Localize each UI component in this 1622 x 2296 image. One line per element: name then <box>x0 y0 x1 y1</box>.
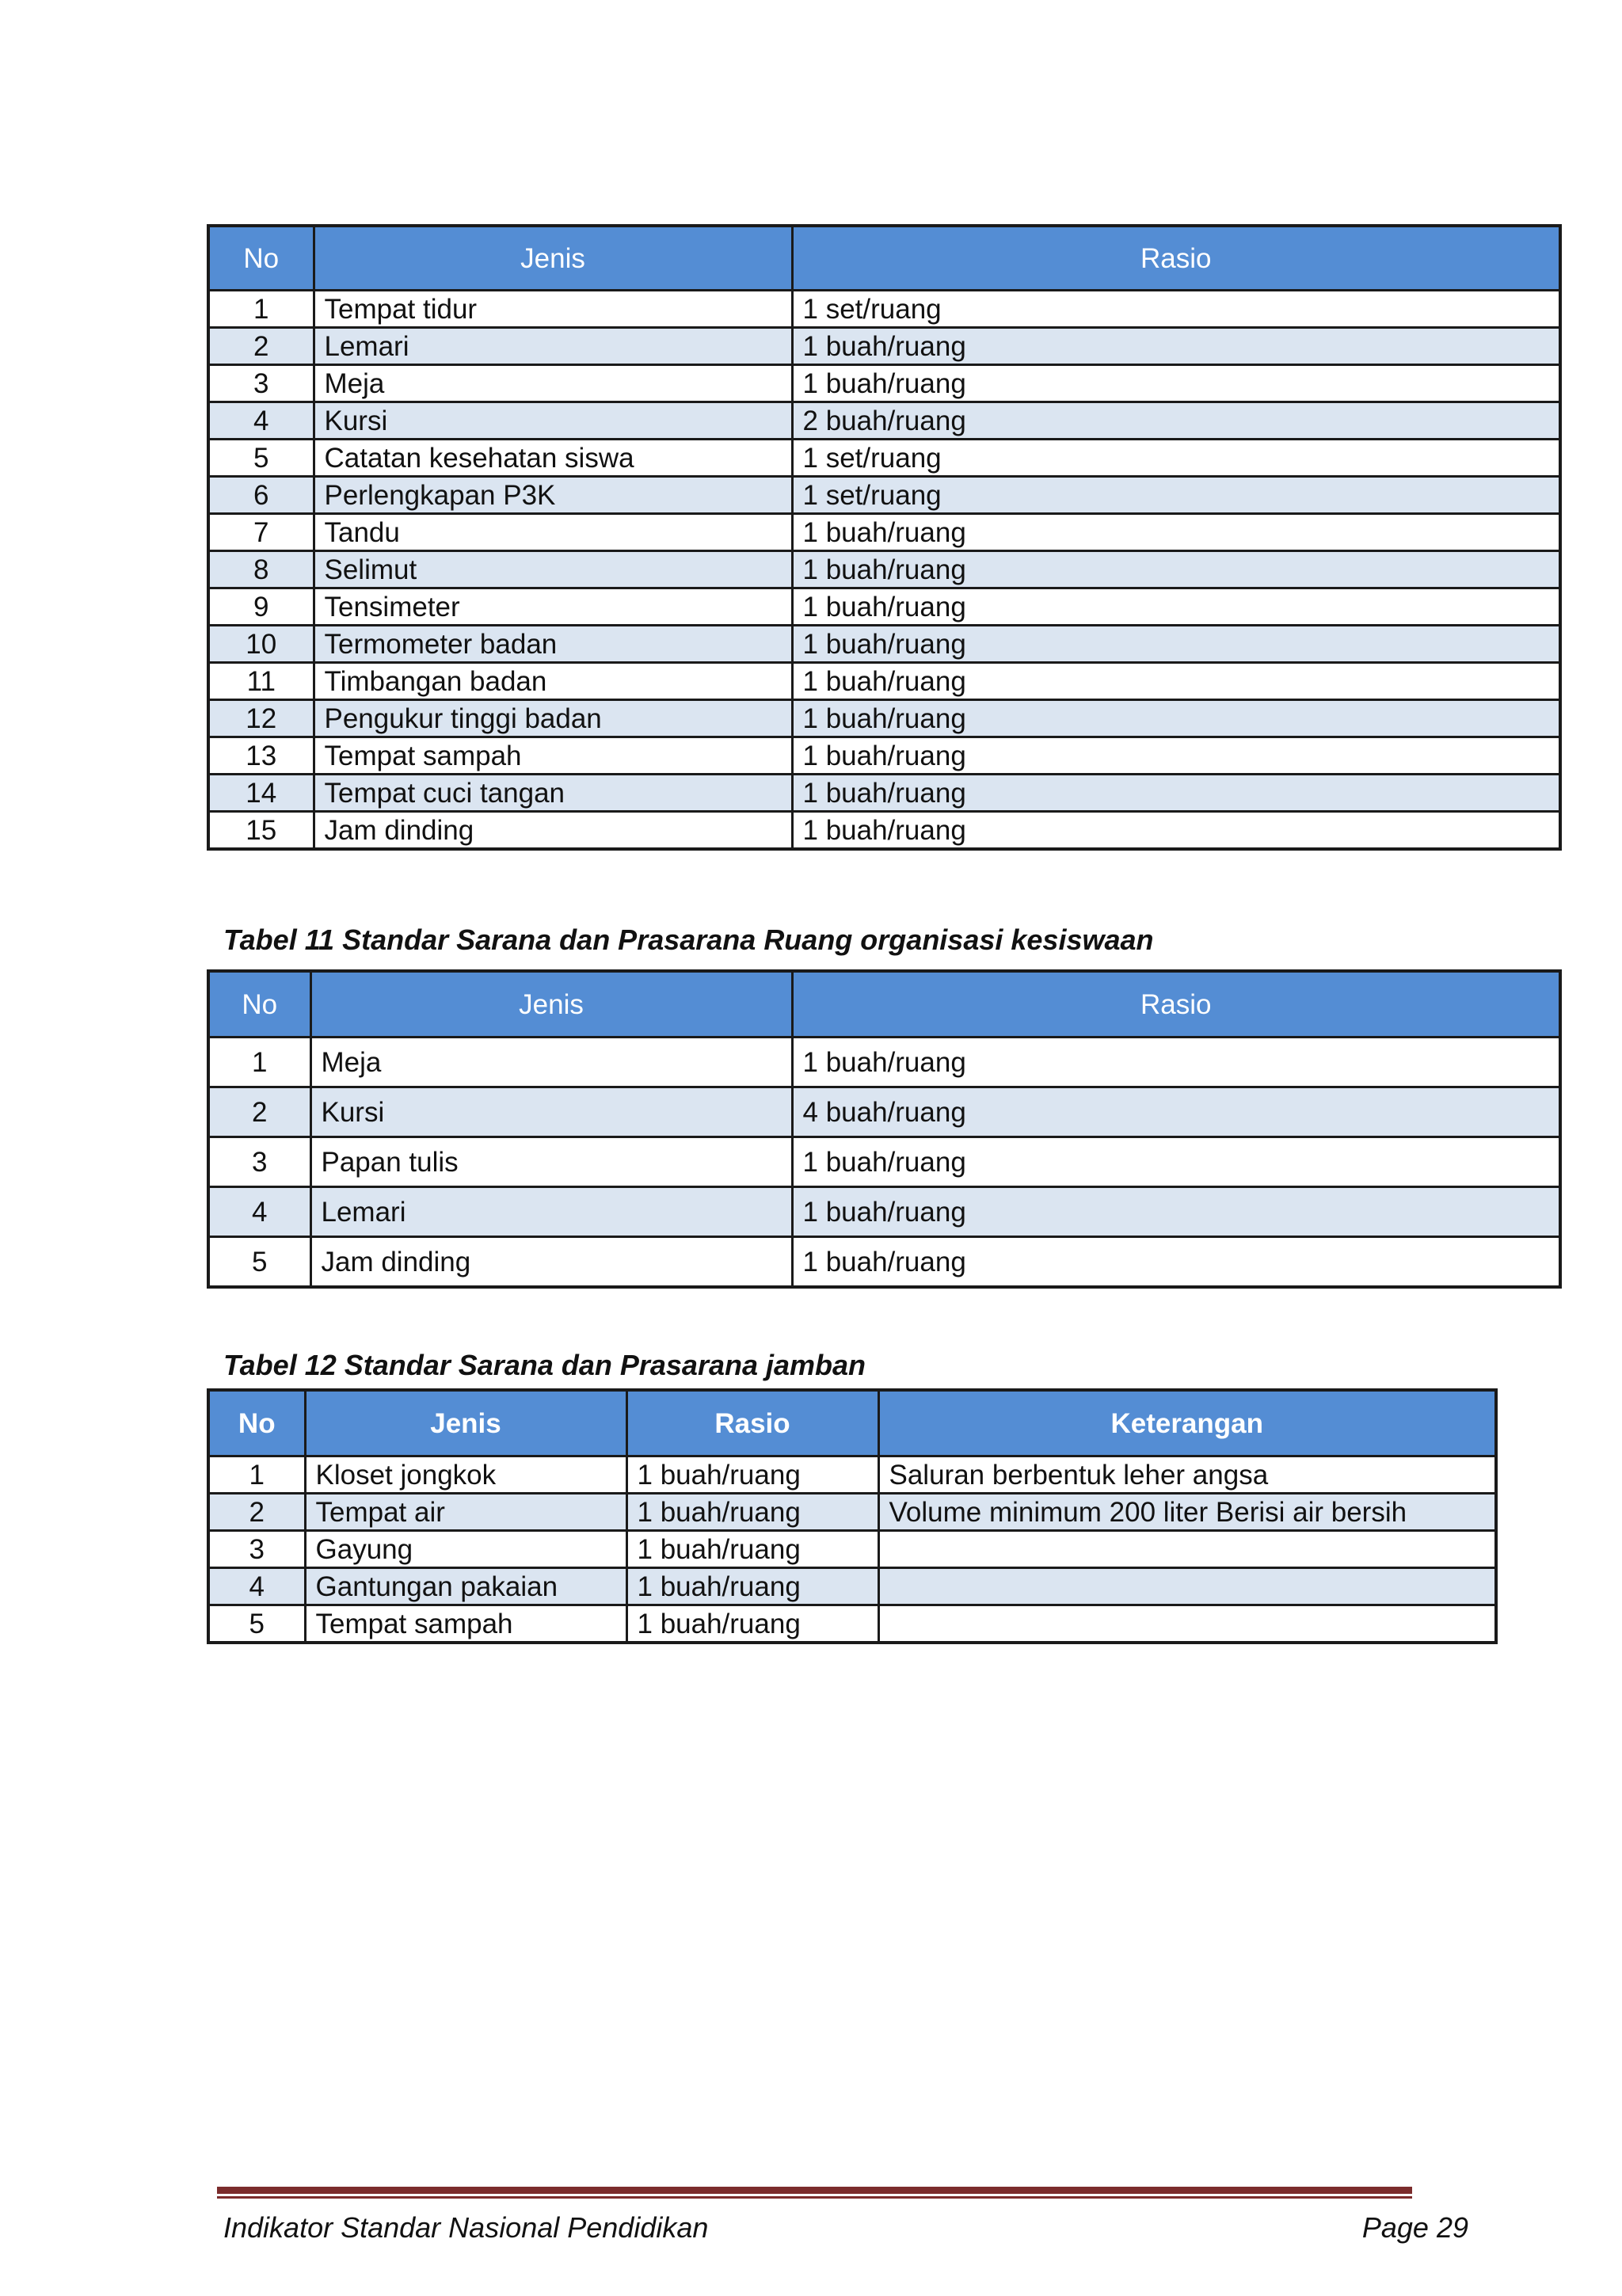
page-number: Page 29 <box>1361 2211 1468 2244</box>
cell-rasio: 1 buah/ruang <box>792 328 1560 365</box>
cell-rasio: 1 buah/ruang <box>792 775 1560 812</box>
ruang-organisasi-kesiswaan-table <box>207 969 1562 1289</box>
cell-keterangan: Saluran berbentuk leher angsa <box>878 1456 1496 1494</box>
table-row <box>208 775 1560 812</box>
cell-rasio: 1 buah/ruang <box>792 812 1560 850</box>
cell-jenis: Tempat air <box>305 1494 626 1531</box>
jamban-table <box>207 1388 1498 1644</box>
header-no: No <box>208 226 314 291</box>
cell-jenis: Gantungan pakaian <box>305 1568 626 1605</box>
header-rasio: Rasio <box>792 971 1560 1038</box>
cell-rasio: 1 set/ruang <box>792 440 1560 477</box>
table-row <box>208 402 1560 440</box>
cell-no: 5 <box>208 1237 310 1288</box>
table-row <box>208 365 1560 402</box>
table-row <box>208 551 1560 588</box>
cell-jenis: Kursi <box>314 402 792 440</box>
table-row <box>208 588 1560 626</box>
cell-keterangan: Volume minimum 200 liter Berisi air bersih <box>878 1494 1496 1531</box>
header-no: No <box>208 971 310 1038</box>
cell-no: 4 <box>208 1187 310 1237</box>
cell-jenis: Catatan kesehatan siswa <box>314 440 792 477</box>
cell-no: 6 <box>208 477 314 514</box>
table-row <box>208 1137 1560 1187</box>
cell-rasio: 4 buah/ruang <box>792 1087 1560 1137</box>
cell-jenis: Gayung <box>305 1531 626 1568</box>
cell-no: 7 <box>208 514 314 551</box>
cell-rasio: 1 buah/ruang <box>792 1038 1560 1087</box>
cell-rasio: 1 buah/ruang <box>792 700 1560 737</box>
cell-rasio: 1 buah/ruang <box>792 588 1560 626</box>
table-row <box>208 1038 1560 1087</box>
cell-jenis: Meja <box>310 1038 792 1087</box>
cell-rasio: 1 buah/ruang <box>792 551 1560 588</box>
cell-no: 4 <box>208 1568 305 1605</box>
table-row <box>208 1237 1560 1288</box>
ruang-uks-table <box>207 224 1562 851</box>
table-header-row <box>208 1390 1496 1456</box>
cell-no: 1 <box>208 1456 305 1494</box>
cell-jenis: Papan tulis <box>310 1137 792 1187</box>
table-row <box>208 812 1560 850</box>
cell-no: 8 <box>208 551 314 588</box>
header-rasio: Rasio <box>792 226 1560 291</box>
cell-jenis: Tempat sampah <box>305 1605 626 1643</box>
cell-rasio: 1 buah/ruang <box>792 1137 1560 1187</box>
cell-jenis: Kursi <box>310 1087 792 1137</box>
footer-rule-thick <box>217 2187 1412 2194</box>
cell-keterangan <box>878 1531 1496 1568</box>
table-header-row <box>208 226 1560 291</box>
cell-no: 2 <box>208 328 314 365</box>
cell-no: 2 <box>208 1087 310 1137</box>
table-row <box>208 737 1560 775</box>
cell-no: 12 <box>208 700 314 737</box>
cell-rasio: 1 buah/ruang <box>792 1237 1560 1288</box>
table-row <box>208 1187 1560 1237</box>
cell-no: 1 <box>208 1038 310 1087</box>
cell-no: 13 <box>208 737 314 775</box>
cell-jenis: Tempat tidur <box>314 291 792 328</box>
cell-rasio: 1 set/ruang <box>792 477 1560 514</box>
cell-no: 2 <box>208 1494 305 1531</box>
cell-keterangan <box>878 1605 1496 1643</box>
cell-rasio: 1 buah/ruang <box>626 1568 878 1605</box>
cell-rasio: 1 buah/ruang <box>792 514 1560 551</box>
cell-jenis: Termometer badan <box>314 626 792 663</box>
header-no: No <box>208 1390 305 1456</box>
cell-jenis: Jam dinding <box>314 812 792 850</box>
cell-no: 5 <box>208 1605 305 1643</box>
cell-jenis: Tempat cuci tangan <box>314 775 792 812</box>
header-keterangan: Keterangan <box>878 1390 1496 1456</box>
header-jenis: Jenis <box>305 1390 626 1456</box>
cell-jenis: Timbangan badan <box>314 663 792 700</box>
cell-rasio: 2 buah/ruang <box>792 402 1560 440</box>
table-row <box>208 700 1560 737</box>
cell-jenis: Tempat sampah <box>314 737 792 775</box>
table-row <box>208 328 1560 365</box>
cell-rasio: 1 buah/ruang <box>792 626 1560 663</box>
cell-no: 9 <box>208 588 314 626</box>
table-row <box>208 663 1560 700</box>
cell-rasio: 1 buah/ruang <box>792 1187 1560 1237</box>
table-row <box>208 477 1560 514</box>
table-12-caption: Tabel 12 Standar Sarana dan Prasarana jamban <box>223 1349 866 1381</box>
cell-rasio: 1 buah/ruang <box>792 663 1560 700</box>
cell-no: 11 <box>208 663 314 700</box>
cell-no: 3 <box>208 1531 305 1568</box>
cell-no: 3 <box>208 365 314 402</box>
header-jenis: Jenis <box>310 971 792 1038</box>
cell-no: 10 <box>208 626 314 663</box>
cell-jenis: Kloset jongkok <box>305 1456 626 1494</box>
table-row <box>208 1087 1560 1137</box>
footer-title: Indikator Standar Nasional Pendidikan <box>223 2211 709 2244</box>
cell-jenis: Meja <box>314 365 792 402</box>
cell-keterangan <box>878 1568 1496 1605</box>
table-row <box>208 1456 1496 1494</box>
cell-jenis: Selimut <box>314 551 792 588</box>
cell-rasio: 1 buah/ruang <box>626 1456 878 1494</box>
cell-jenis: Tensimeter <box>314 588 792 626</box>
cell-jenis: Perlengkapan P3K <box>314 477 792 514</box>
cell-no: 3 <box>208 1137 310 1187</box>
table-row <box>208 514 1560 551</box>
table-row <box>208 1531 1496 1568</box>
cell-no: 4 <box>208 402 314 440</box>
header-jenis: Jenis <box>314 226 792 291</box>
table-row <box>208 1605 1496 1643</box>
cell-rasio: 1 buah/ruang <box>792 365 1560 402</box>
table-row <box>208 626 1560 663</box>
cell-rasio: 1 set/ruang <box>792 291 1560 328</box>
cell-no: 1 <box>208 291 314 328</box>
cell-jenis: Jam dinding <box>310 1237 792 1288</box>
footer-rule-thin <box>217 2196 1412 2199</box>
cell-rasio: 1 buah/ruang <box>626 1531 878 1568</box>
table-row <box>208 291 1560 328</box>
table-header-row <box>208 971 1560 1038</box>
cell-no: 14 <box>208 775 314 812</box>
cell-no: 15 <box>208 812 314 850</box>
table-row <box>208 1494 1496 1531</box>
table-row <box>208 1568 1496 1605</box>
cell-jenis: Pengukur tinggi badan <box>314 700 792 737</box>
cell-rasio: 1 buah/ruang <box>792 737 1560 775</box>
table-row <box>208 440 1560 477</box>
cell-jenis: Tandu <box>314 514 792 551</box>
header-rasio: Rasio <box>626 1390 878 1456</box>
cell-jenis: Lemari <box>314 328 792 365</box>
table-11-caption: Tabel 11 Standar Sarana dan Prasarana Ruang organisasi kesiswaan <box>223 923 1154 956</box>
cell-no: 5 <box>208 440 314 477</box>
cell-rasio: 1 buah/ruang <box>626 1605 878 1643</box>
cell-rasio: 1 buah/ruang <box>626 1494 878 1531</box>
cell-jenis: Lemari <box>310 1187 792 1237</box>
